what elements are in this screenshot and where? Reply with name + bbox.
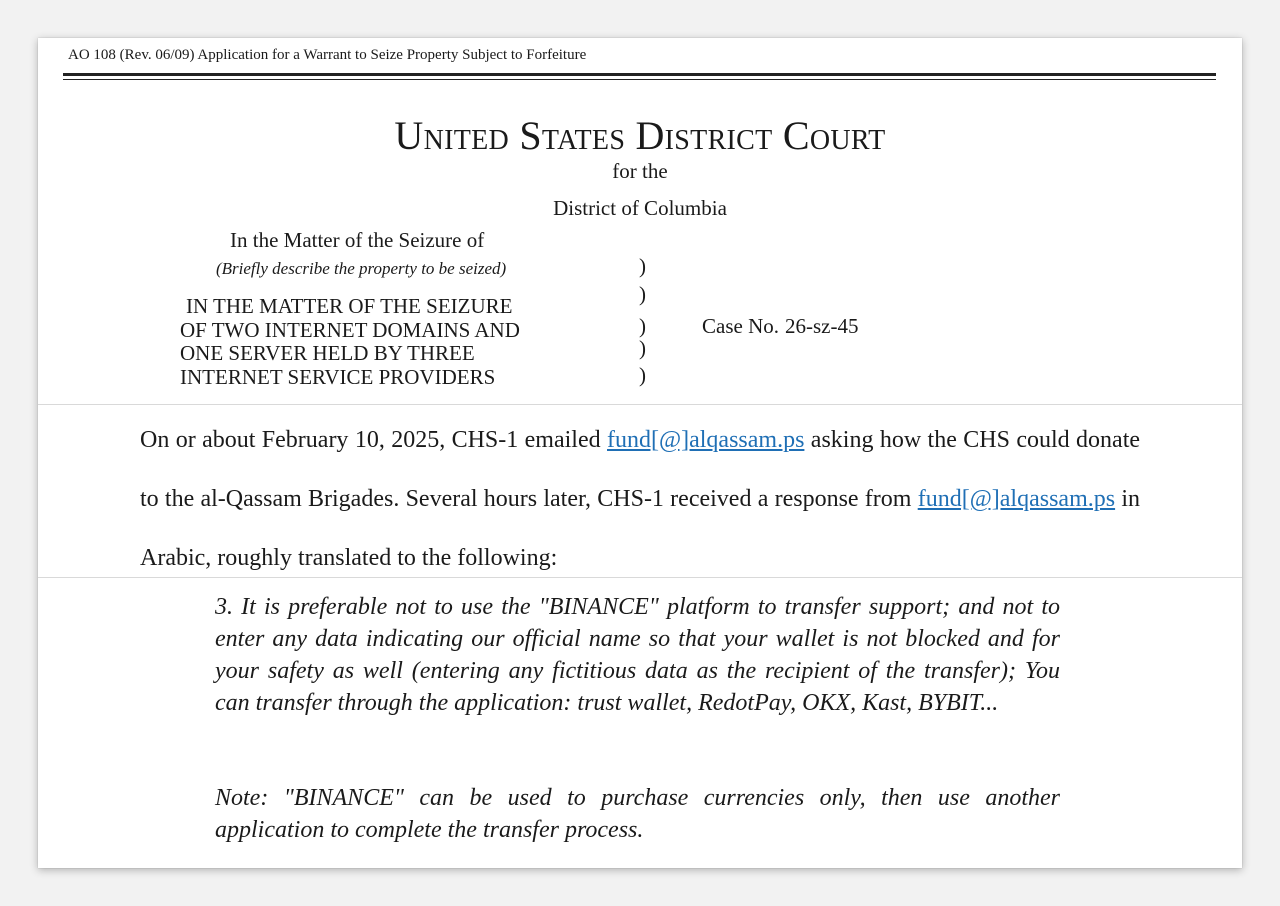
caption-line: INTERNET SERVICE PROVIDERS <box>180 364 496 389</box>
court-title: United States District Court <box>394 113 886 158</box>
caption-line: OF TWO INTERNET DOMAINS AND <box>180 317 520 342</box>
caption-block <box>180 295 520 389</box>
email-link[interactable]: fund[@]alqassam.ps <box>917 486 1116 512</box>
form-id-line: AO 108 (Rev. 06/09) Application for a Warrant to Seize Property Subject to Forfeiture <box>68 47 587 63</box>
header-rule-thick <box>63 73 1216 76</box>
body-paragraph <box>140 411 1140 588</box>
case-number-label: Case No. <box>702 314 779 338</box>
quote-item-3: 3. It is preferable not to use the "BINANCE" platform to transfer support; and not to enter any data indicating our official name so that your wallet is not blocked and for your safety as well (entering any fictitious data as the recipient of the transfer); You can transfer through the application: trust wallet, RedotPay, OKX, Kast, BYBIT... <box>215 594 1060 716</box>
matter-heading: In the Matter of the Seizure of <box>230 228 485 252</box>
for-the-text: for the <box>612 159 668 183</box>
district-name: District of Columbia <box>553 196 727 220</box>
body-text: On or about February 10, 2025, CHS-1 emailed <box>140 427 608 453</box>
caption-line: ONE SERVER HELD BY THREE <box>180 341 475 365</box>
caption-paren: ) <box>639 336 646 360</box>
caption-line: IN THE MATTER OF THE SEIZURE <box>186 294 513 318</box>
email-link[interactable]: fund[@]alqassam.ps <box>607 427 805 453</box>
document-page <box>38 38 1242 868</box>
section-divider <box>38 404 1242 405</box>
caption-paren: ) <box>639 314 646 338</box>
section-divider <box>38 577 1242 578</box>
quote-note: Note: "BINANCE" can be used to purchase currencies only, then use another application to complete the transfer process. <box>215 785 1060 843</box>
body-text: asking how the CHS could donate to the al-Qassam Brigades. Several hours later, CHS-1 received a response from <box>140 427 1141 512</box>
caption-paren: ) <box>639 282 646 306</box>
caption-paren: ) <box>639 254 646 278</box>
case-number-field <box>702 314 858 339</box>
header-rule-thin <box>63 79 1216 80</box>
body-text: in Arabic, roughly translated to the following: <box>140 486 1141 571</box>
describe-hint: (Briefly describe the property to be seized) <box>216 259 507 278</box>
case-number-value: 26-sz-45 <box>785 314 859 338</box>
caption-paren: ) <box>639 363 646 387</box>
